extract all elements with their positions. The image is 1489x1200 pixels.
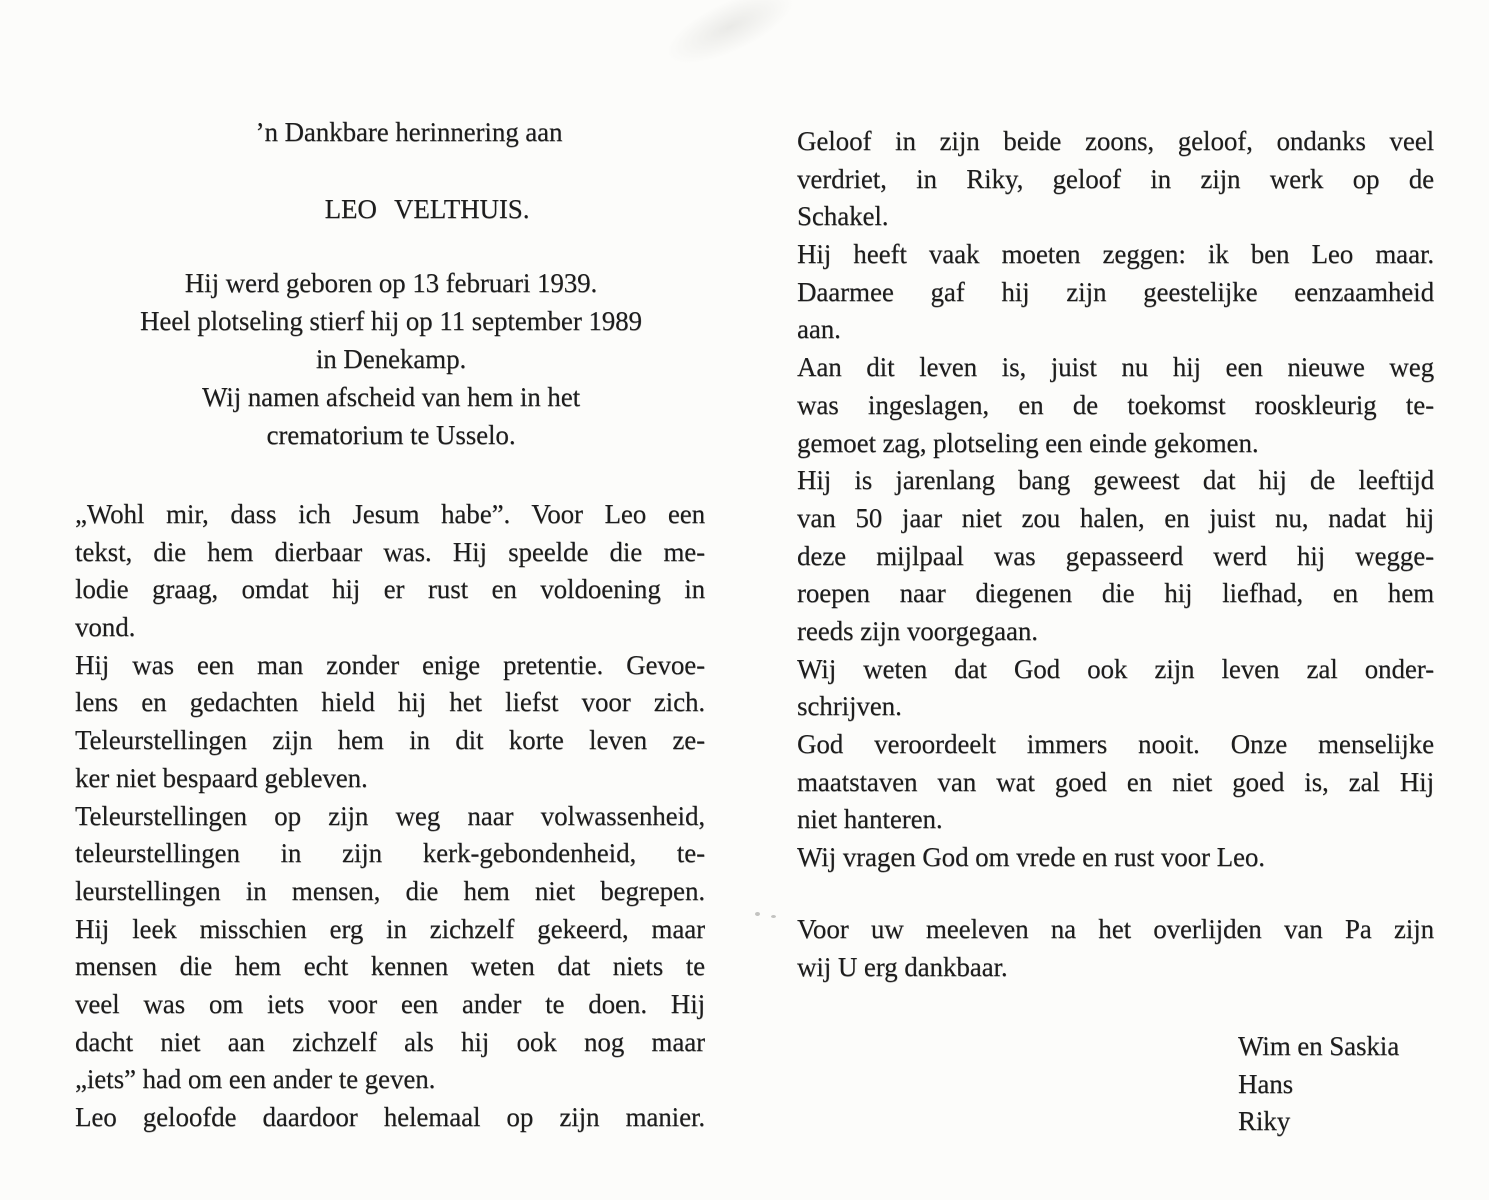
text-line: Hij leek misschien erg in zichzelf gekeerd, maar — [75, 913, 705, 944]
text-line: gemoet zag, plotseling een einde gekomen. — [797, 427, 1259, 458]
text-line: „iets” had om een ander te geven. — [75, 1064, 436, 1095]
text-line: Daarmee gaf hij zijn geestelijke eenzaamheid — [797, 276, 1434, 307]
text-line: Hij is jarenlang bang geweest dat hij de leeftijd — [797, 465, 1434, 496]
thank-you-block — [797, 911, 1434, 986]
scan-smudge — [656, 0, 804, 79]
text-line: wij U erg dankbaar. — [797, 951, 1008, 982]
text-line: verdriet, in Riky, geloof in zijn werk op de — [797, 163, 1434, 194]
text-line: dacht niet aan zichzelf als hij ook nog maar — [75, 1026, 705, 1057]
text-line: God veroordeelt immers nooit. Onze menselijke — [797, 729, 1434, 759]
text-line: maatstaven van wat goed en niet goed is, zal Hij — [797, 766, 1434, 797]
text-line: Leo geloofde daardoor helemaal op zijn manier. — [75, 1102, 705, 1132]
text-line: was ingeslagen, en de toekomst rooskleurig te- — [797, 389, 1434, 420]
text-line: tekst, die hem dierbaar was. Hij speelde die me- — [75, 536, 705, 567]
text-line: in Denekamp. — [315, 344, 467, 374]
signature-line: Riky — [1238, 1106, 1291, 1137]
text-line: Wij vragen God om vrede en rust voor Leo. — [797, 842, 1265, 873]
card-header: ’n Dankbare herinnering aan — [255, 117, 563, 147]
text-line: Hij heeft vaak moeten zeggen: ik ben Leo maar. — [797, 239, 1434, 270]
scan-speck — [755, 912, 760, 916]
text-line: van 50 jaar niet zou halen, en juist nu, nadat hij — [797, 502, 1434, 533]
text-line: mensen die hem echt kennen weten dat niets te — [75, 951, 705, 982]
text-line: deze mijlpaal was gepasseerd werd hij wegge- — [797, 540, 1434, 571]
text-line: reeds zijn voorgegaan. — [797, 615, 1038, 646]
text-line: schrijven. — [797, 691, 902, 722]
text-line: ker niet bespaard gebleven. — [75, 762, 368, 793]
text-line: Wij namen afscheid van hem in het — [202, 382, 580, 412]
scan-speck — [771, 915, 776, 918]
text-line: lodie graag, omdat hij er rust en voldoening in — [75, 574, 705, 605]
text-line: niet hanteren. — [797, 804, 943, 835]
text-line: „Wohl mir, dass ich Jesum habe”. Voor Leo een — [75, 499, 705, 529]
text-line: Schakel. — [797, 201, 889, 232]
text-line: Hij werd geboren op 13 februari 1939. — [184, 268, 598, 298]
signatures-block — [1238, 1028, 1478, 1141]
text-line: veel was om iets voor een ander te doen. Hij — [75, 988, 705, 1019]
deceased-name: LEO VELTHUIS. — [324, 194, 530, 224]
signature-line: Hans — [1238, 1068, 1294, 1099]
text-line: teleurstellingen in zijn kerk-gebondenheid, te- — [75, 838, 705, 869]
text-line: lens en gedachten hield hij het liefst voor zich. — [75, 687, 705, 718]
text-line: Geloof in zijn beide zoons, geloof, ondanks veel — [797, 126, 1434, 156]
text-line: aan. — [797, 314, 841, 345]
text-line: Wij weten dat God ook zijn leven zal onder- — [797, 653, 1434, 684]
text-line: Voor uw meeleven na het overlijden van Pa zijn — [797, 914, 1434, 944]
text-line: roepen naar diegenen die hij liefhad, en hem — [797, 578, 1434, 609]
text-line: Heel plotseling stierf hij op 11 september 1989 — [140, 306, 642, 336]
text-line: vond. — [75, 612, 136, 643]
text-line: Hij was een man zonder enige pretentie. Gevoe- — [75, 649, 705, 680]
text-line: Teleurstellingen zijn hem in dit korte leven ze- — [75, 725, 705, 756]
life-dates-block — [75, 264, 707, 454]
text-line: crematorium te Usselo. — [266, 420, 516, 450]
text-line: Aan dit leven is, juist nu hij een nieuwe weg — [797, 352, 1434, 383]
left-column-paragraphs — [75, 496, 705, 1137]
right-column-paragraphs — [797, 123, 1434, 877]
text-line: leurstellingen in mensen, die hem niet begrepen. — [75, 875, 705, 906]
signature-line: Wim en Saskia — [1238, 1031, 1400, 1061]
text-line: Teleurstellingen op zijn weg naar volwassenheid, — [75, 800, 705, 831]
